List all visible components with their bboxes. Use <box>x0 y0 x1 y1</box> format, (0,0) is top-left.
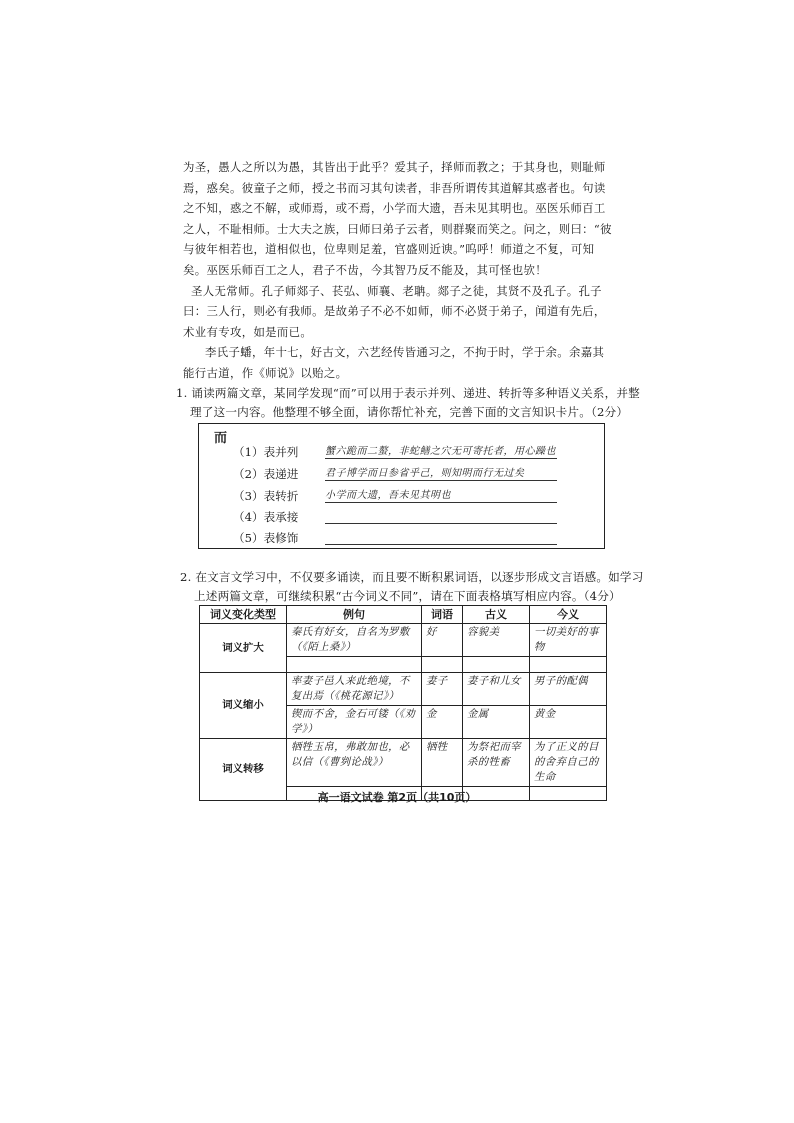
answer-blank[interactable]: 小学而大遗，吾未见其明也 <box>325 486 557 503</box>
knowledge-card <box>198 423 605 549</box>
word-cell[interactable]: 好 <box>422 624 463 657</box>
card-row-2 <box>233 464 603 484</box>
question-1-line-1: 1. 诵读两篇文章，某同学发现“而”可以用于表示并列、递进、转折等多种语义关系，并整 <box>176 386 640 400</box>
table-row <box>200 624 607 657</box>
table-row <box>200 739 607 787</box>
old-meaning-cell[interactable]: 妻子和儿女 <box>463 673 530 706</box>
answer-blank[interactable] <box>325 507 557 524</box>
new-meaning-cell[interactable]: 一切美好的事物 <box>530 624 607 657</box>
old-meaning-cell[interactable]: 为祭祀而宰杀的牲畜 <box>463 739 530 787</box>
question-2-line-2: 上述两篇文章，可继续积累“古今词义不同”，请在下面表格填写相应内容。（4分） <box>194 589 621 603</box>
column-header: 词义变化类型 <box>200 606 287 624</box>
table-row <box>200 673 607 706</box>
passage-paragraph-1: 为圣，愚人之所以为愚，其皆出于此乎？爱其子，择师而教之；于其身也，则耻师焉，惑矣。彼童子之师，授之书而习其句读者，非吾所谓传其道解其惑者也。句读之不知，惑之不解，或师焉，或不焉，小学而大遗，吾未见其明也。巫医乐师百工之人，不耻相师。士大夫之族，曰师曰弟子云者，则群聚而笑之。问之，则曰：“彼与彼年相若也，道相似也，位卑则足羞，官盛则近谀。”呜呼！师道之不复，可知矣。巫医乐师百工之人，君子不齿，今其智乃反不能及，其可怪也欤！ <box>183 160 612 277</box>
old-meaning-cell[interactable] <box>463 657 530 673</box>
question-2 <box>180 568 644 606</box>
card-row-4 <box>233 507 603 527</box>
passage-paragraph-2: 圣人无常师。孔子师郯子、苌弘、师襄、老聃。郯子之徒，其贤不及孔子。孔子曰：三人行，则必有我师。是故弟子不必不如师，师不必贤于弟子，闻道有先后，术业有专攻，如是而已。 <box>183 283 606 339</box>
old-meaning-cell[interactable]: 金属 <box>463 706 530 739</box>
passage-paragraph-3: 李氏子蟠，年十七，好古文，六艺经传皆通习之，不拘于时，学于余。余嘉其能行古道，作《师说》以贻之。 <box>183 345 605 380</box>
change-type-cell: 词义转移 <box>200 739 287 801</box>
new-meaning-cell[interactable]: 男子的配偶 <box>530 673 607 706</box>
word-cell[interactable]: 金 <box>422 706 463 739</box>
change-type-cell: 词义扩大 <box>200 624 287 673</box>
card-title: 而 <box>214 431 228 446</box>
question-1 <box>176 384 640 422</box>
new-meaning-cell[interactable]: 为了正义的目的舍弃自己的生命 <box>530 739 607 787</box>
answer-blank[interactable]: 君子博学而日参省乎己，则知明而行无过矣 <box>325 464 557 481</box>
new-meaning-cell[interactable]: 黄金 <box>530 706 607 739</box>
answer-blank[interactable] <box>325 528 557 545</box>
question-2-line-1: 2. 在文言文学习中，不仅要多诵读，而且要不断积累词语，以逐步形成文言语感。如学习 <box>180 570 644 584</box>
change-type-cell: 词义缩小 <box>200 673 287 739</box>
old-meaning-cell[interactable]: 容貌美 <box>463 624 530 657</box>
example-cell[interactable] <box>287 657 422 673</box>
example-cell[interactable]: 锲而不舍，金石可镂（《劝学》） <box>287 706 422 739</box>
reading-passage <box>183 157 613 384</box>
vocab-table <box>199 605 607 801</box>
card-row-label: （2）表递进 <box>233 467 299 481</box>
card-row-label: （3）表转折 <box>233 489 299 503</box>
card-row-3 <box>233 486 603 506</box>
example-cell[interactable]: 率妻子邑人来此绝境，不复出焉（《桃花源记》） <box>287 673 422 706</box>
card-row-label: （4）表承接 <box>233 510 299 524</box>
card-row-1 <box>233 442 603 462</box>
word-cell[interactable]: 妻子 <box>422 673 463 706</box>
column-header: 例句 <box>287 606 422 624</box>
new-meaning-cell[interactable] <box>530 657 607 673</box>
table-header-row <box>200 606 607 624</box>
card-row-label: （1）表并列 <box>233 445 299 459</box>
page-footer: 高一语文试卷 第2页（共10页） <box>317 791 477 804</box>
example-cell[interactable]: 秦氏有好女，自名为罗敷（《陌上桑》） <box>287 624 422 657</box>
answer-blank[interactable]: 蟹六跪而二螯，非蛇鳝之穴无可寄托者，用心躁也 <box>325 442 557 459</box>
column-header: 词语 <box>422 606 463 624</box>
card-row-label: （5）表修饰 <box>233 531 299 545</box>
question-1-line-2: 理了这一内容。他整理不够全面，请你帮忙补充，完善下面的文言知识卡片。（2分） <box>190 405 629 419</box>
column-header: 今义 <box>530 606 607 624</box>
card-row-5 <box>233 528 603 548</box>
word-cell[interactable] <box>422 657 463 673</box>
word-cell[interactable]: 牺牲 <box>422 739 463 787</box>
example-cell[interactable]: 牺牲玉帛，弗敢加也，必以信（《曹刿论战》） <box>287 739 422 787</box>
column-header: 古义 <box>463 606 530 624</box>
